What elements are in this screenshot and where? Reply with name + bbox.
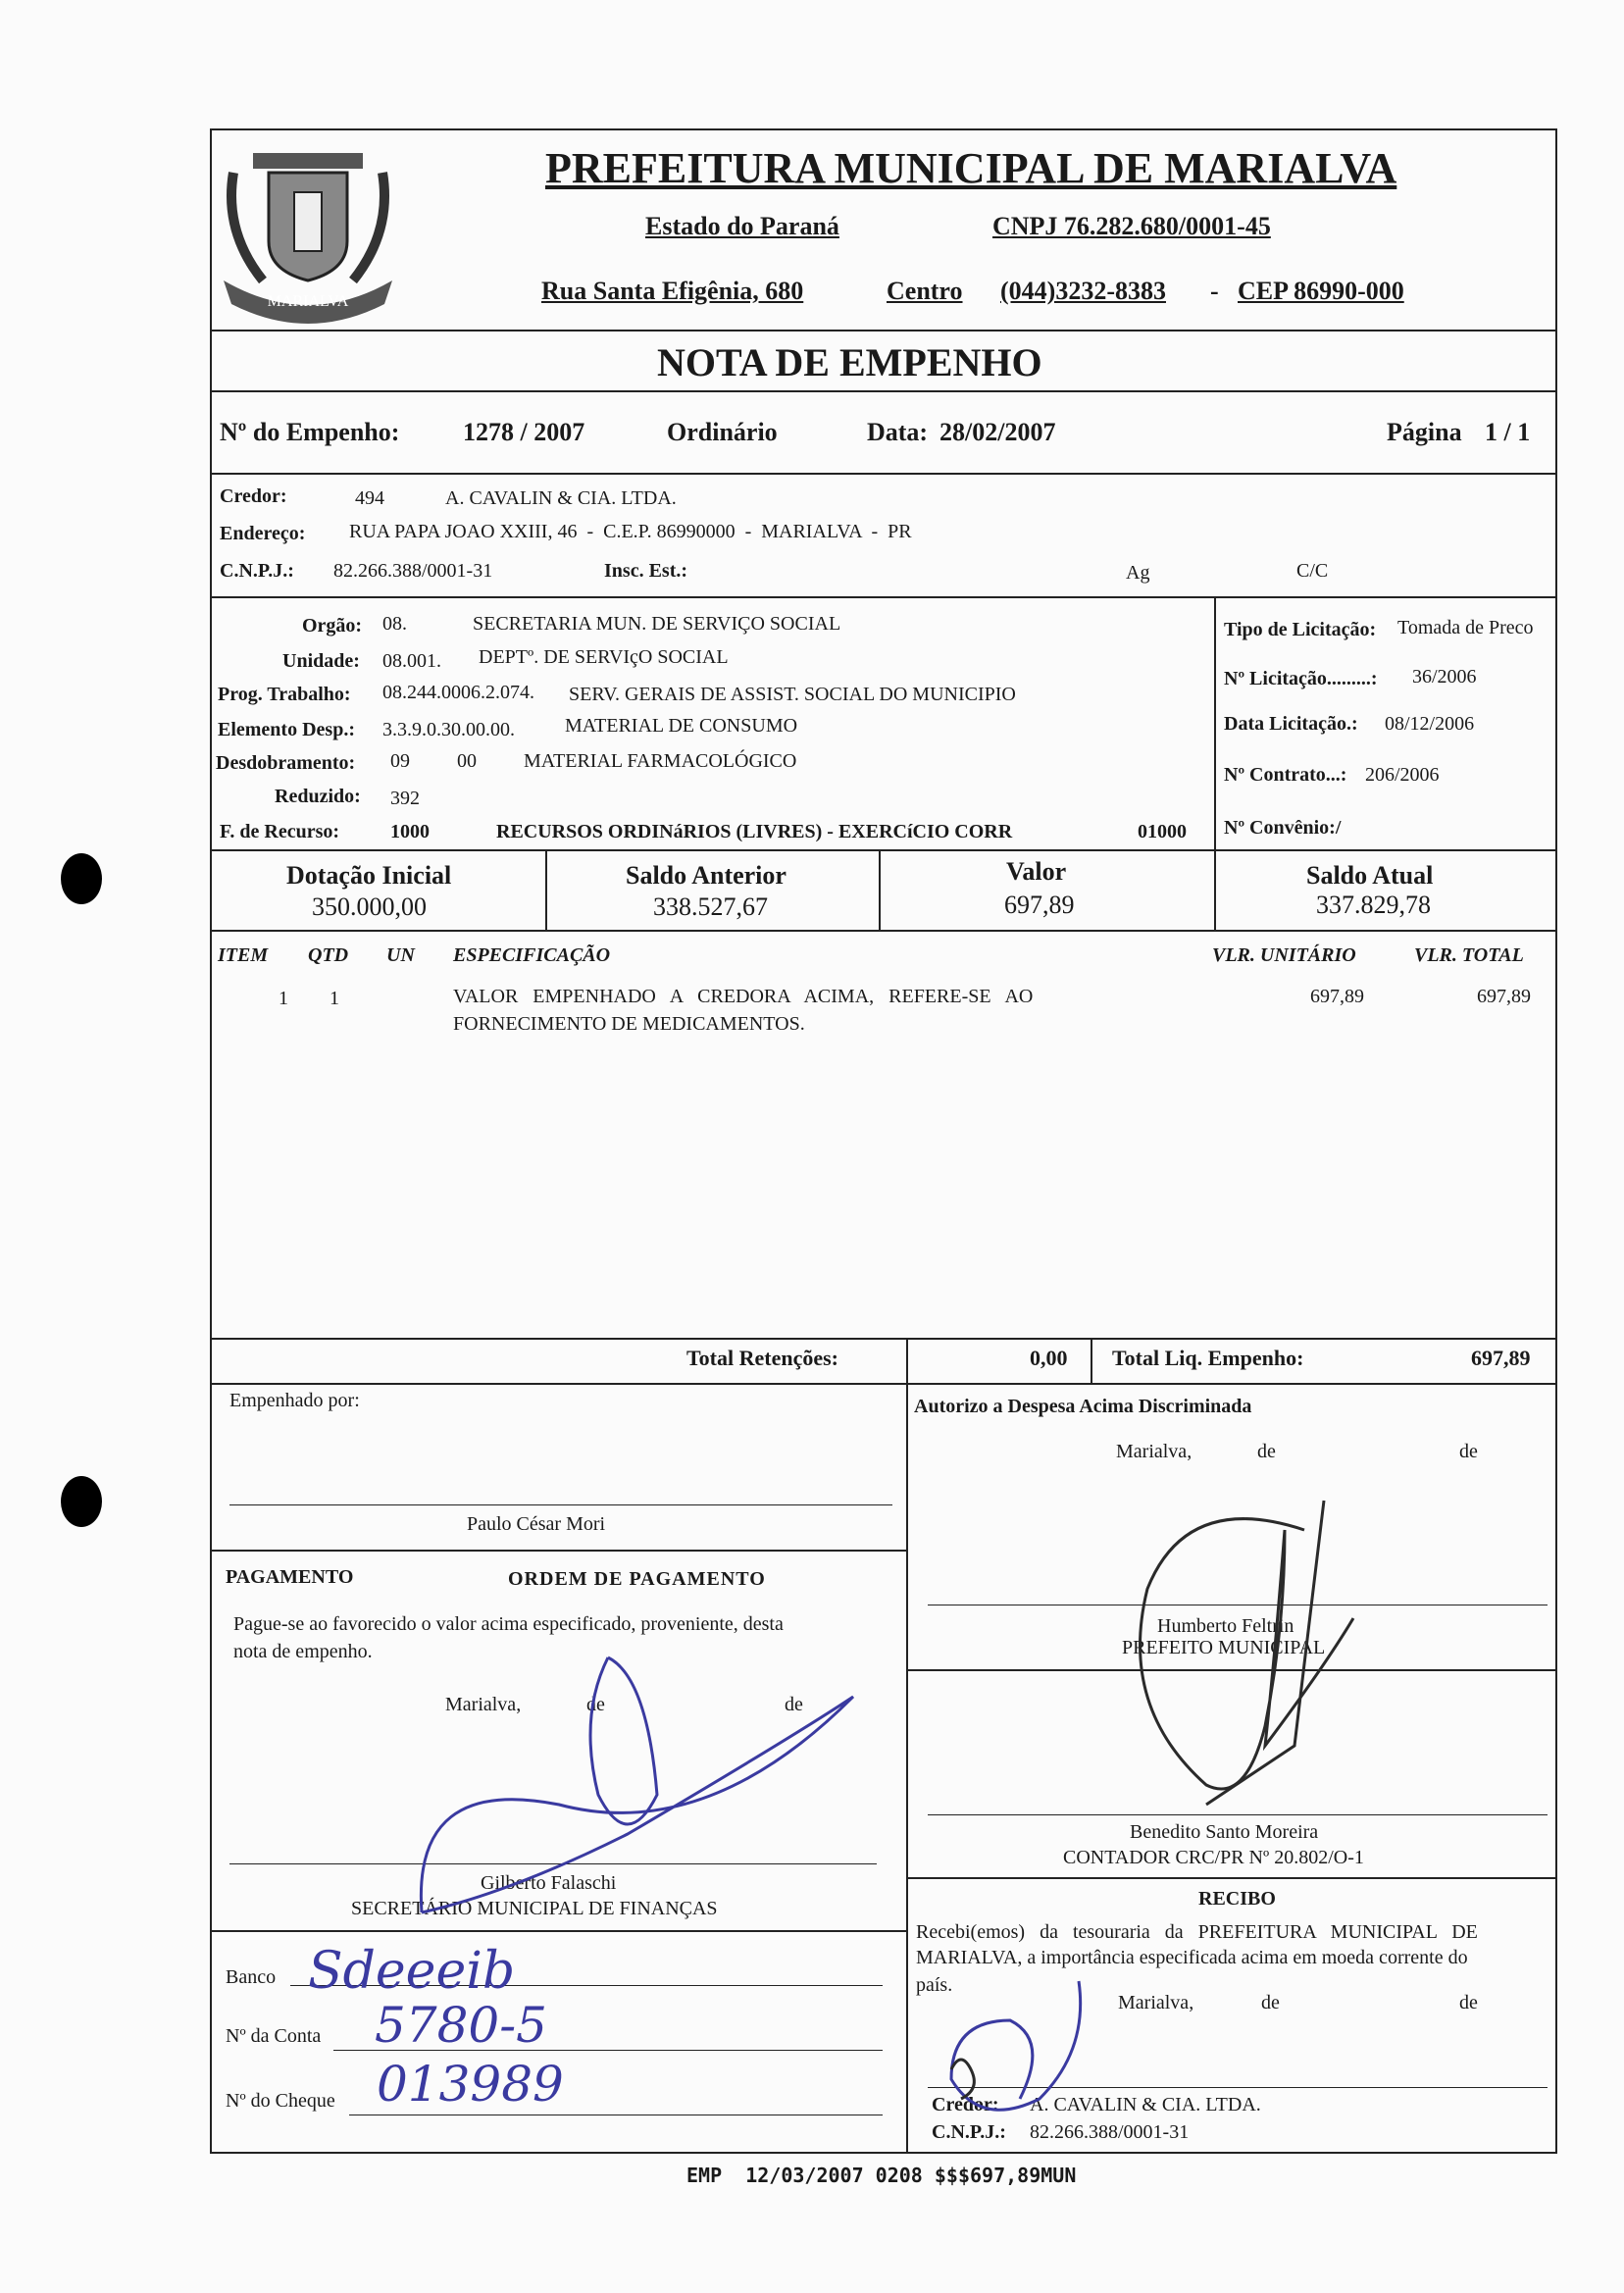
licitacao-data: 08/12/2006 bbox=[1385, 713, 1475, 735]
recurso-code: 1000 bbox=[390, 821, 430, 842]
pagamento-text-line2: nota de empenho. bbox=[233, 1641, 373, 1662]
punch-hole-top bbox=[61, 853, 102, 904]
credor-label: Credor: bbox=[220, 485, 287, 507]
autorizo-city: Marialva, bbox=[1116, 1441, 1193, 1462]
conta-label: Nº da Conta bbox=[226, 2025, 322, 2047]
signature-credor bbox=[932, 1971, 1089, 2118]
processing-stamp: EMP 12/03/2007 0208 $$$697,89MUN bbox=[686, 2164, 1077, 2187]
valor-label: Valor bbox=[1006, 857, 1067, 886]
items-header-un: UN bbox=[386, 944, 415, 966]
saldo-anterior-value: 338.527,67 bbox=[653, 892, 768, 921]
item-qtd: 1 bbox=[330, 988, 339, 1009]
secretario-name: Gilberto Falaschi bbox=[481, 1872, 617, 1894]
recurso-label: F. de Recurso: bbox=[220, 821, 340, 842]
conta-value: 5780-5 bbox=[375, 1997, 547, 2054]
city-district: Centro bbox=[887, 277, 963, 305]
item-total-value: 697,89 bbox=[1477, 986, 1531, 1007]
prefeito-title: PREFEITO MUNICIPAL bbox=[1122, 1637, 1326, 1658]
empenho-date: 28/02/2007 bbox=[939, 418, 1056, 446]
contador-name: Benedito Santo Moreira bbox=[1130, 1821, 1319, 1843]
page-number: 1 / 1 bbox=[1485, 418, 1531, 446]
total-liq-value: 697,89 bbox=[1471, 1346, 1531, 1370]
orgao-code: 08. bbox=[382, 613, 407, 635]
valor-value: 697,89 bbox=[1004, 891, 1075, 919]
pagamento-text-line1: Pague-se ao favorecido o valor acima especificado, proveniente, desta bbox=[233, 1613, 784, 1635]
orgao-name: SECRETARIA MUN. DE SERVIÇO SOCIAL bbox=[473, 613, 841, 635]
convenio-label: Nº Convênio:/ bbox=[1224, 817, 1342, 839]
ag-label: Ag bbox=[1126, 562, 1150, 584]
saldo-atual-label: Saldo Atual bbox=[1306, 861, 1434, 890]
state-name: Estado do Paraná bbox=[645, 212, 839, 240]
recibo-credor: A. CAVALIN & CIA. LTDA. bbox=[1030, 2094, 1261, 2115]
svg-text:MARIALVA: MARIALVA bbox=[267, 293, 349, 310]
items-header-item: ITEM bbox=[218, 944, 269, 966]
desdobramento-code2: 00 bbox=[457, 750, 477, 772]
ordem-pagamento-label: ORDEM DE PAGAMENTO bbox=[508, 1568, 766, 1590]
empenho-date-label: Data: bbox=[867, 418, 929, 446]
licitacao-num: 36/2006 bbox=[1412, 666, 1477, 688]
unidade-label: Unidade: bbox=[282, 650, 360, 672]
empenho-number: 1278 / 2007 bbox=[463, 418, 585, 446]
recurso-code2: 01000 bbox=[1138, 821, 1187, 842]
empenhado-por-label: Empenhado por: bbox=[229, 1390, 360, 1411]
unidade-name: DEPTº. DE SERVIçO SOCIAL bbox=[479, 646, 729, 668]
reduzido-value: 392 bbox=[390, 788, 420, 809]
recibo-text-line1: Recebi(emos) da tesouraria da PREFEITURA MUNICIPAL DE bbox=[916, 1921, 1478, 1943]
document-title: NOTA DE EMPENHO bbox=[657, 340, 1042, 384]
page-label: Página bbox=[1387, 418, 1462, 446]
autorizo-label: Autorizo a Despesa Acima Discriminada bbox=[914, 1396, 1252, 1417]
total-retencoes-value: 0,00 bbox=[1030, 1346, 1068, 1370]
item-number: 1 bbox=[279, 988, 288, 1009]
city-cnpj: CNPJ 76.282.680/0001-45 bbox=[992, 212, 1271, 240]
pagamento-label: PAGAMENTO bbox=[226, 1566, 354, 1588]
recibo-de2: de bbox=[1459, 1992, 1478, 2013]
autorizo-de2: de bbox=[1459, 1441, 1478, 1462]
cheque-value: 013989 bbox=[377, 2056, 564, 2113]
licitacao-num-label: Nº Licitação.........: bbox=[1224, 668, 1378, 689]
prog-code: 08.244.0006.2.074. bbox=[382, 682, 534, 703]
cc-label: C/C bbox=[1296, 560, 1329, 582]
recibo-city: Marialva, bbox=[1118, 1992, 1194, 2013]
items-header-qtd: QTD bbox=[308, 944, 349, 966]
contador-title: CONTADOR CRC/PR Nº 20.802/O-1 bbox=[1063, 1847, 1364, 1868]
item-spec-line1: VALOR EMPENHADO A CREDORA ACIMA, REFERE-SE AO bbox=[453, 986, 1034, 1007]
prog-label: Prog. Trabalho: bbox=[218, 684, 351, 705]
credor-name: A. CAVALIN & CIA. LTDA. bbox=[445, 487, 677, 509]
elemento-name: MATERIAL DE CONSUMO bbox=[565, 715, 798, 737]
signature-prefeito bbox=[1128, 1491, 1363, 1814]
recurso-name: RECURSOS ORDINáRIOS (LIVRES) - EXERCíCIO CORR bbox=[496, 821, 1013, 842]
item-spec-line2: FORNECIMENTO DE MEDICAMENTOS. bbox=[453, 1013, 805, 1035]
recibo-credor-label: Credor: bbox=[932, 2094, 999, 2115]
total-liq-label: Total Liq. Empenho: bbox=[1112, 1346, 1304, 1370]
pagamento-de1: de bbox=[586, 1694, 605, 1715]
municipality-title: PREFEITURA MUNICIPAL DE MARIALVA bbox=[545, 144, 1397, 192]
cheque-label: Nº do Cheque bbox=[226, 2090, 335, 2112]
empenho-type: Ordinário bbox=[667, 418, 778, 446]
dotacao-inicial-label: Dotação Inicial bbox=[286, 861, 452, 890]
items-header-total-value: VLR. TOTAL bbox=[1414, 944, 1524, 966]
city-cep: CEP 86990-000 bbox=[1238, 277, 1404, 305]
saldo-atual-value: 337.829,78 bbox=[1316, 891, 1431, 919]
credor-address-label: Endereço: bbox=[220, 523, 306, 544]
item-unit-value: 697,89 bbox=[1310, 986, 1364, 1007]
pagamento-de2: de bbox=[785, 1694, 803, 1715]
elemento-label: Elemento Desp.: bbox=[218, 719, 355, 740]
recibo-text-line2: MARIALVA, a importância especificada acima em moeda corrente do bbox=[916, 1947, 1468, 1968]
empenho-label: Nº do Empenho: bbox=[220, 418, 400, 446]
prog-name: SERV. GERAIS DE ASSIST. SOCIAL DO MUNICIPIO bbox=[569, 684, 1016, 705]
items-header-unit-value: VLR. UNITÁRIO bbox=[1212, 944, 1356, 966]
signature-secretario bbox=[402, 1638, 873, 1932]
city-phone: (044)3232-8383 bbox=[1000, 277, 1166, 305]
credor-address: RUA PAPA JOAO XXIII, 46 - C.E.P. 86990000 - MARIALVA - PR bbox=[349, 521, 912, 542]
recibo-cnpj-label: C.N.P.J.: bbox=[932, 2121, 1006, 2143]
recibo-cnpj: 82.266.388/0001-31 bbox=[1030, 2121, 1190, 2143]
reduzido-label: Reduzido: bbox=[275, 786, 361, 807]
recibo-title: RECIBO bbox=[1198, 1888, 1276, 1910]
recibo-text-line3: país. bbox=[916, 1974, 953, 1996]
header-dash: - bbox=[1210, 277, 1219, 305]
desdobramento-code1: 09 bbox=[390, 750, 410, 772]
recibo-de1: de bbox=[1261, 1992, 1280, 2013]
unidade-code: 08.001. bbox=[382, 650, 441, 672]
total-retencoes-label: Total Retenções: bbox=[686, 1346, 838, 1370]
contrato-value: 206/2006 bbox=[1365, 764, 1440, 786]
empenhado-por-name: Paulo César Mori bbox=[467, 1513, 606, 1535]
desdobramento-name: MATERIAL FARMACOLÓGICO bbox=[524, 750, 797, 772]
licitacao-tipo-label: Tipo de Licitação: bbox=[1224, 619, 1377, 640]
dotacao-inicial-value: 350.000,00 bbox=[312, 892, 427, 921]
secretario-title: SECRETÁRIO MUNICIPAL DE FINANÇAS bbox=[351, 1898, 718, 1919]
banco-label: Banco bbox=[226, 1966, 277, 1988]
orgao-label: Orgão: bbox=[302, 615, 363, 637]
items-header-spec: ESPECIFICAÇÃO bbox=[453, 944, 611, 966]
autorizo-de1: de bbox=[1257, 1441, 1276, 1462]
contrato-label: Nº Contrato...: bbox=[1224, 764, 1347, 786]
city-address: Rua Santa Efigênia, 680 bbox=[541, 277, 804, 305]
banco-value: Sdeeeib bbox=[308, 1942, 516, 2001]
licitacao-data-label: Data Licitação.: bbox=[1224, 713, 1358, 735]
licitacao-tipo: Tomada de Preco bbox=[1397, 617, 1534, 638]
credor-code: 494 bbox=[355, 487, 384, 509]
elemento-code: 3.3.9.0.30.00.00. bbox=[382, 719, 515, 740]
saldo-anterior-label: Saldo Anterior bbox=[626, 861, 787, 890]
municipal-crest-icon bbox=[214, 133, 402, 328]
punch-hole-bottom bbox=[61, 1476, 102, 1527]
credor-cnpj-label: C.N.P.J.: bbox=[220, 560, 294, 582]
desdobramento-label: Desdobramento: bbox=[216, 752, 356, 774]
credor-cnpj: 82.266.388/0001-31 bbox=[333, 560, 493, 582]
prefeito-name: Humberto Feltrin bbox=[1157, 1615, 1294, 1637]
insc-est-label: Insc. Est.: bbox=[604, 560, 688, 582]
pagamento-city: Marialva, bbox=[445, 1694, 522, 1715]
